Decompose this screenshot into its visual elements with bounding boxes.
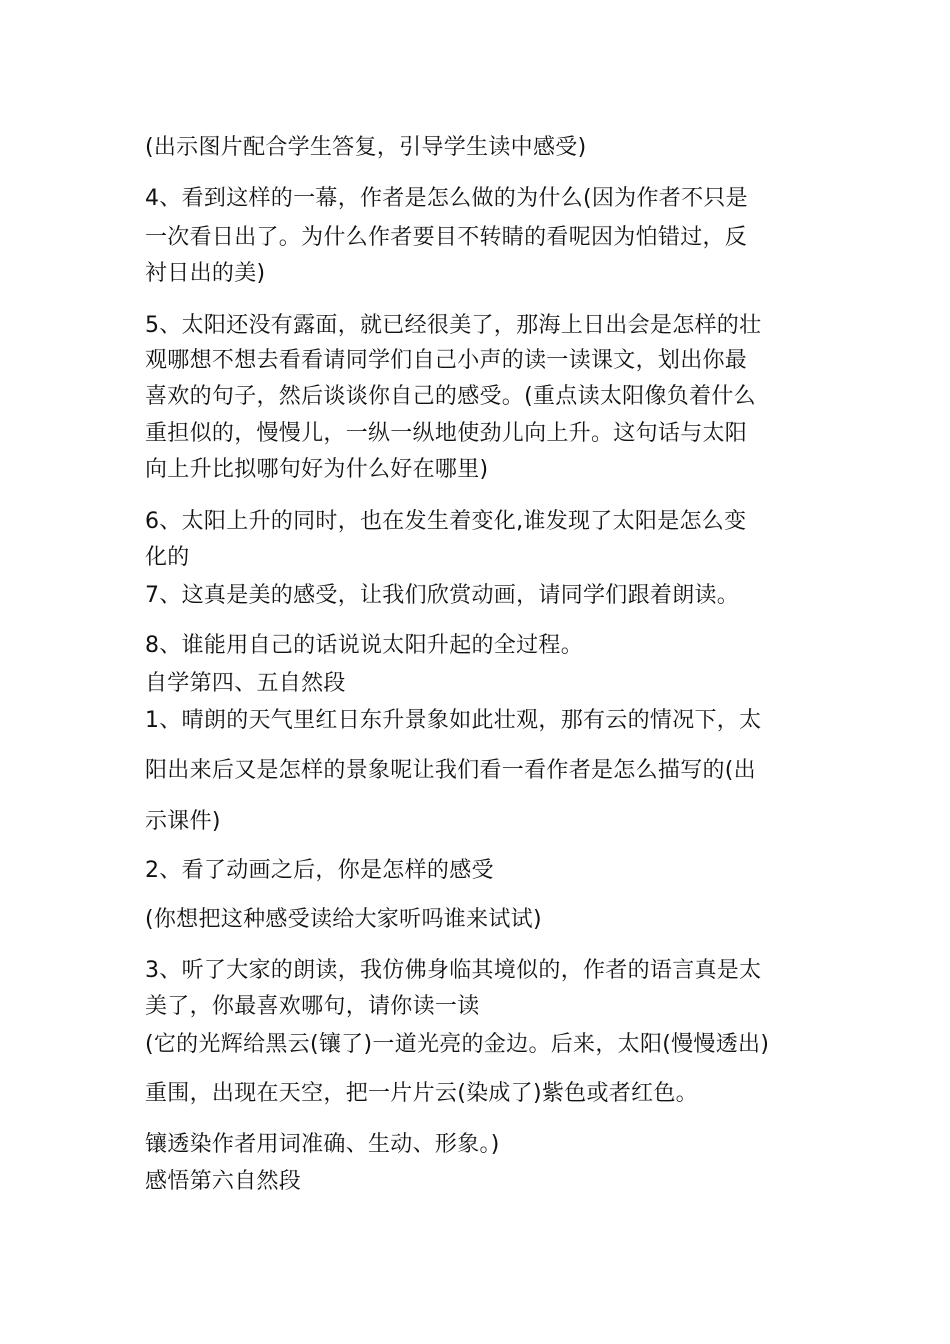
text-line: 6、太阳上升的同时，也在发生着变化,谁发现了太阳是怎么变 [145, 509, 747, 534]
text-line: 重围，出现在天空，把一片片云(染成了)紫色或者红色。 [145, 1081, 698, 1106]
text-line: 一次看日出了。为什么作者要目不转睛的看呢因为怕错过，反 [145, 225, 748, 250]
text-line: 3、听了大家的朗读，我仿佛身临其境似的，作者的语言真是太 [145, 958, 762, 983]
text-line: 喜欢的句子，然后谈谈你自己的感受。(重点读太阳像负着什么 [145, 384, 756, 409]
text-line: 化的 [145, 545, 190, 570]
text-line: 5、太阳还没有露面，就已经很美了，那海上日出会是怎样的壮 [145, 313, 762, 338]
text-line: 2、看了动画之后，你是怎样的感受 [145, 858, 494, 883]
text-line: 4、看到这样的一幕，作者是怎么做的为什么(因为作者不只是 [145, 186, 748, 211]
text-line: 示课件) [145, 809, 221, 834]
text-line: 观哪想不想去看看请同学们自己小声的读一读课文，划出你最 [145, 348, 748, 373]
text-line: 1、晴朗的天气里红日东升景象如此壮观，那有云的情况下，太 [145, 708, 762, 733]
text-line: (它的光辉给黑云(镶了)一道光亮的金边。后来，太阳(慢慢透出) [145, 1032, 770, 1057]
text-line: 7、这真是美的感受，让我们欣赏动画，请同学们跟着朗读。 [145, 583, 740, 608]
text-line: 镶透染作者用词准确、生动、形象。) [145, 1132, 500, 1157]
text-line: 衬日出的美) [145, 261, 266, 286]
text-line: 向上升比拟哪句好为什么好在哪里) [145, 457, 489, 482]
text-line: 阳出来后又是怎样的景象呢让我们看一看作者是怎么描写的(出 [145, 758, 756, 783]
text-line: 重担似的，慢慢儿，一纵一纵地使劲儿向上升。这句话与太阳 [145, 421, 748, 446]
text-line: (你想把这种感受读给大家听吗谁来试试) [145, 907, 542, 932]
text-line: 美了，你最喜欢哪句，请你读一读 [145, 994, 480, 1019]
section-heading: 感悟第六自然段 [145, 1169, 302, 1194]
text-line: 8、谁能用自己的话说说太阳升起的全过程。 [145, 633, 583, 658]
section-heading: 自学第四、五自然段 [145, 671, 346, 696]
text-line: (出示图片配合学生答复，引导学生读中感受) [145, 135, 587, 160]
